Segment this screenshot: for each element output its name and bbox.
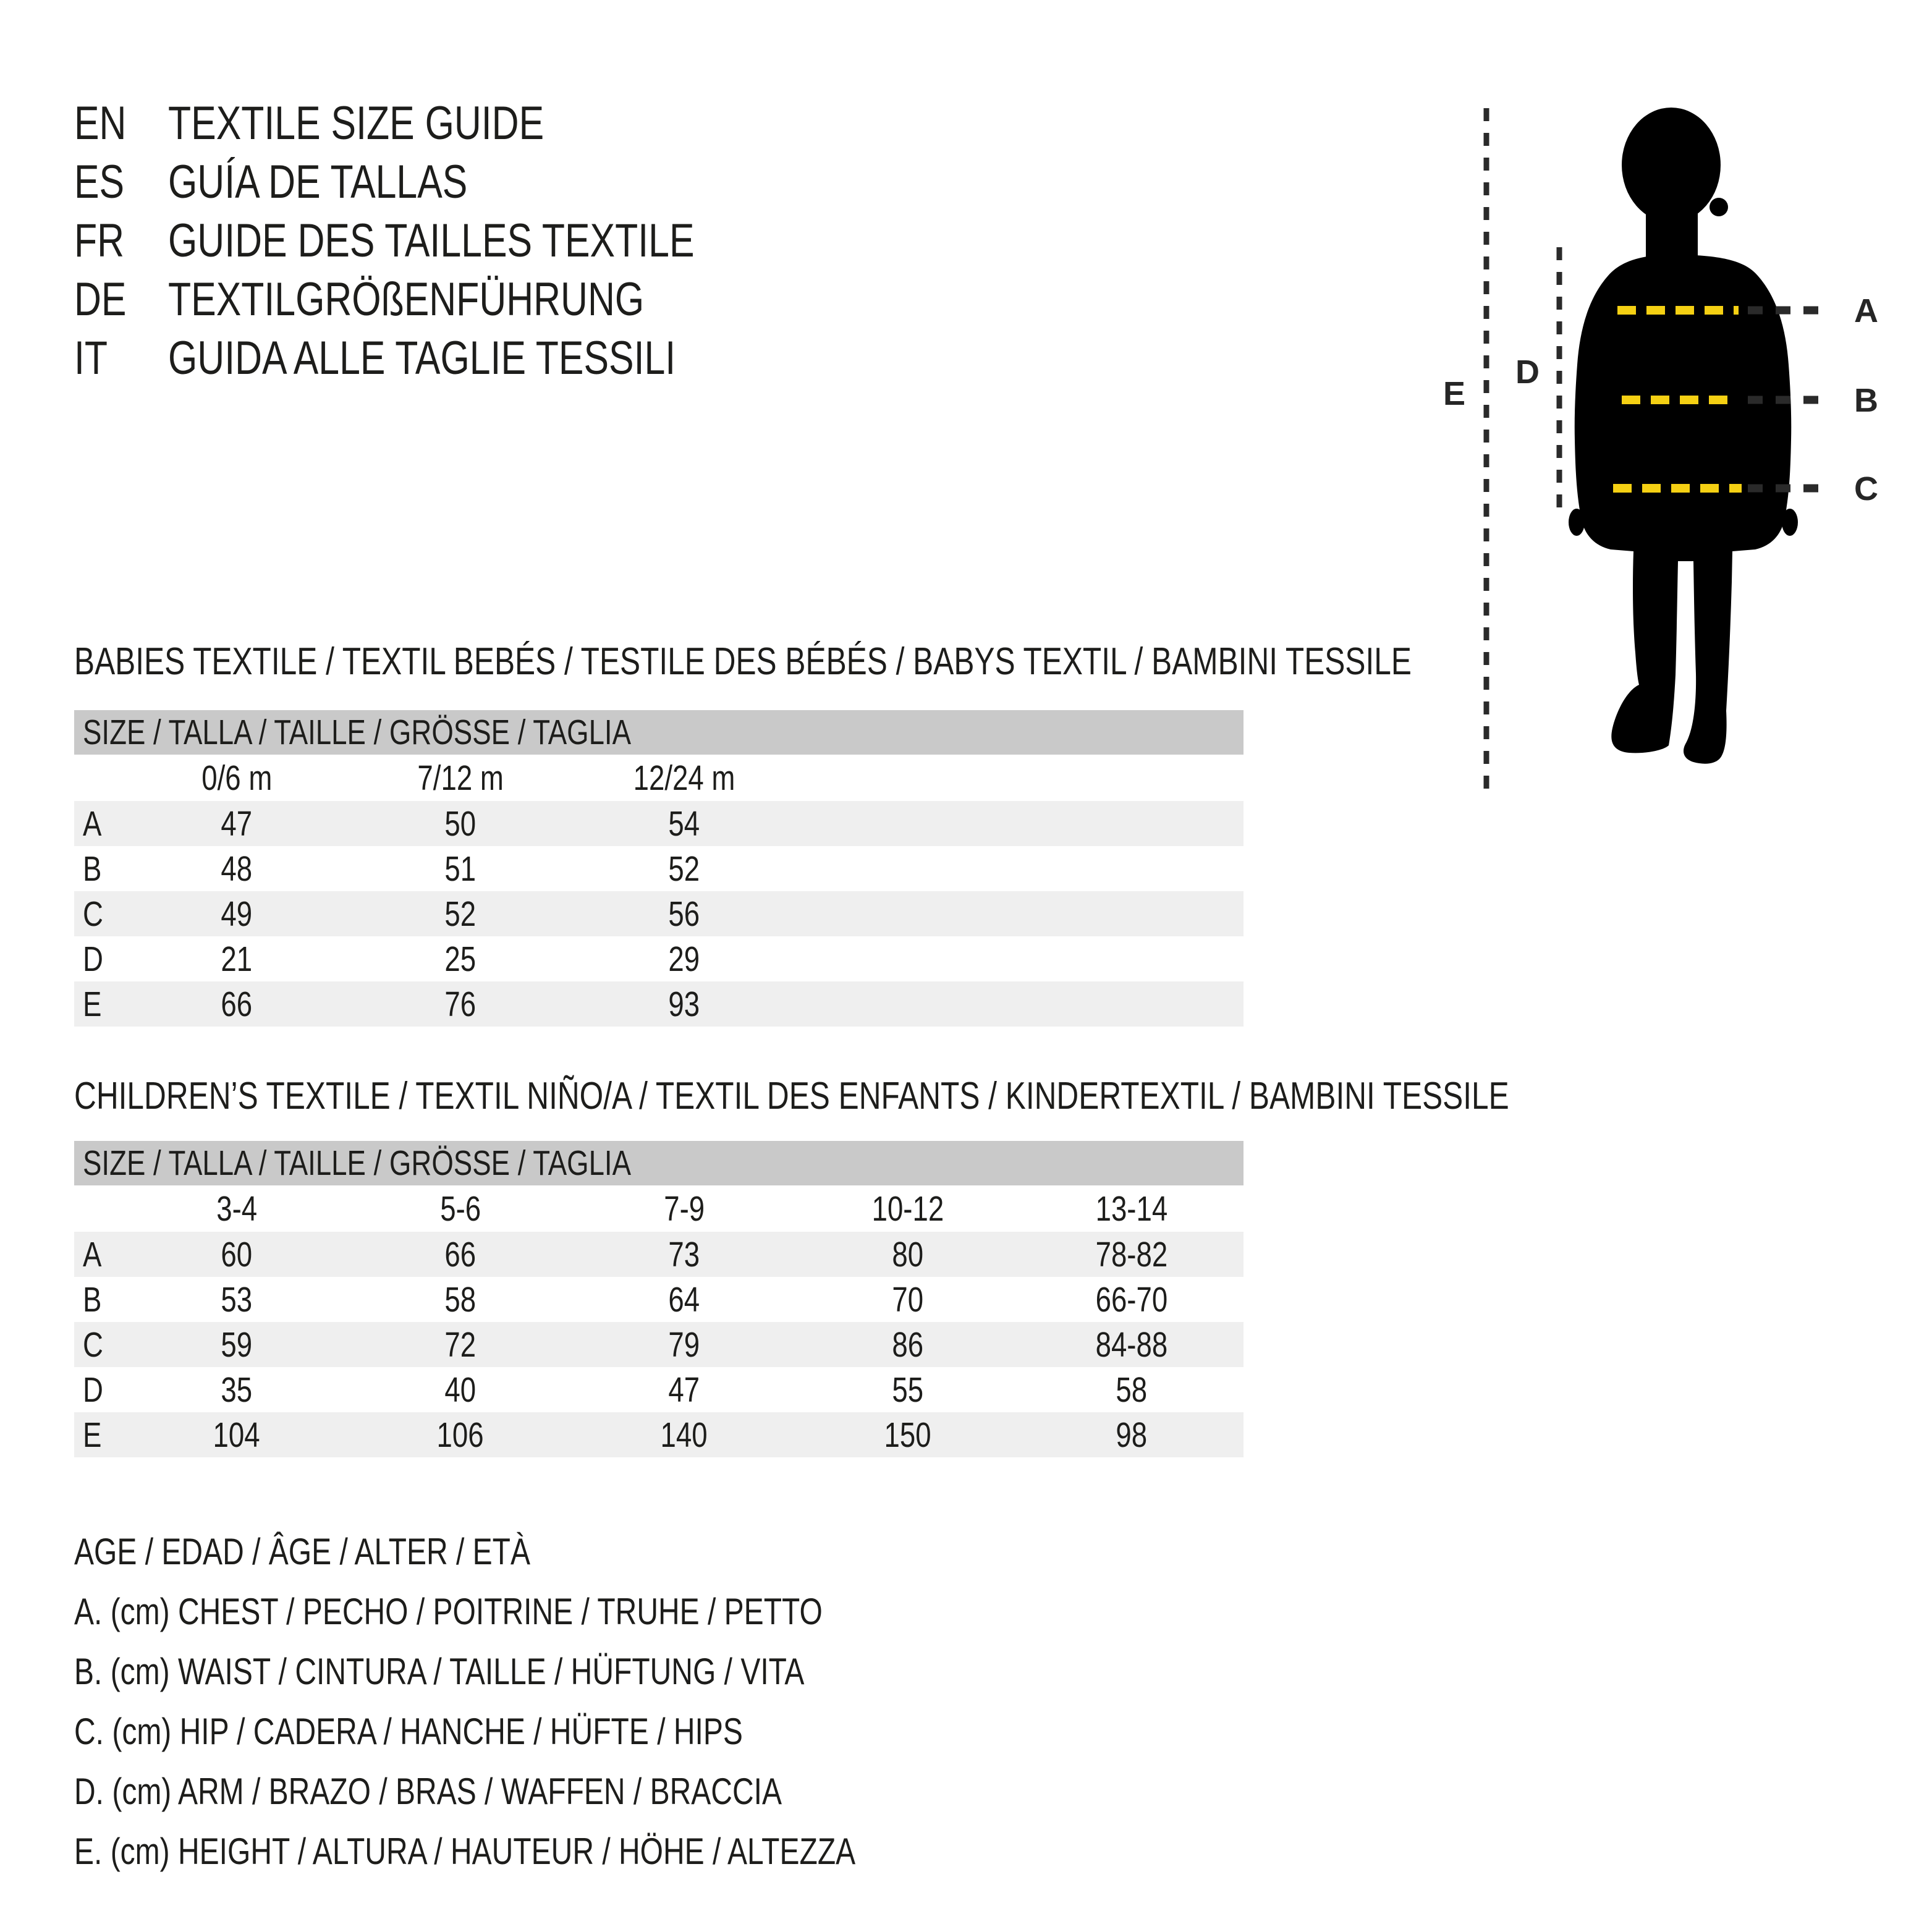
table-row <box>74 801 1244 846</box>
column-header: 12/24 m <box>633 758 735 798</box>
lang-title: TEXTILE SIZE GUIDE <box>168 97 544 150</box>
height-label: E <box>1443 375 1466 412</box>
legend-line-age: AGE / EDAD / ÂGE / ALTER / ETÀ <box>74 1531 530 1572</box>
cell-value: 56 <box>668 894 700 934</box>
lang-code: IT <box>74 332 108 384</box>
column-header: 10-12 <box>871 1188 944 1229</box>
cell-value: 35 <box>221 1370 253 1410</box>
cell-value: 49 <box>221 894 253 934</box>
babies-size-header-bar <box>74 710 1244 755</box>
cell-value: 50 <box>444 803 477 844</box>
children-size-table <box>74 1141 1244 1457</box>
row-label: D <box>83 1370 103 1410</box>
size-header-label: SIZE / TALLA / TAILLE / GRÖSSE / TAGLIA <box>83 713 632 752</box>
cell-value: 47 <box>668 1370 700 1410</box>
cell-value: 40 <box>444 1370 477 1410</box>
cell-value: 98 <box>1116 1415 1148 1455</box>
cell-value: 80 <box>892 1234 924 1274</box>
babies-section-title: BABIES TEXTILE / TEXTIL BEBÉS / TESTILE DES BÉBÉS / BABYS TEXTIL / BAMBINI TESSILE <box>74 640 1412 683</box>
cell-value: 140 <box>660 1415 708 1455</box>
legend-line-arm: D. (cm) ARM / BRAZO / BRAS / WAFFEN / BRACCIA <box>74 1771 782 1812</box>
cell-value: 59 <box>221 1324 253 1365</box>
measurement-legend <box>74 1522 1051 1881</box>
cell-value: 73 <box>668 1234 700 1274</box>
cell-value: 150 <box>884 1415 932 1455</box>
cell-value: 55 <box>892 1370 924 1410</box>
cell-value: 29 <box>668 939 700 979</box>
children-section-title: CHILDREN’S TEXTILE / TEXTIL NIÑO/A / TEXTIL DES ENFANTS / KINDERTEXTIL / BAMBINI TESSILE <box>74 1075 1509 1117</box>
table-row <box>74 891 1244 936</box>
column-header: 3-4 <box>216 1188 257 1229</box>
column-header: 7/12 m <box>417 758 504 798</box>
legend-line-chest: A. (cm) CHEST / PECHO / POITRINE / TRUHE / PETTO <box>74 1591 823 1632</box>
waist-label: B <box>1854 382 1878 419</box>
row-label: C <box>83 894 103 934</box>
cell-value: 53 <box>221 1279 253 1320</box>
chest-label: A <box>1854 292 1878 329</box>
lang-title: GUIDE DES TAILLES TEXTILE <box>168 214 695 267</box>
cell-value: 48 <box>221 849 253 889</box>
lang-row-it <box>74 329 826 388</box>
table-row <box>74 1232 1244 1277</box>
cell-value: 66 <box>221 984 253 1024</box>
measurement-figure <box>1421 93 1932 803</box>
silhouette-neck <box>1646 185 1698 260</box>
silhouette-ear <box>1710 198 1728 216</box>
lang-row-es <box>74 153 826 211</box>
row-label: E <box>83 984 102 1024</box>
hip-label: C <box>1854 470 1878 507</box>
legend-line-waist: B. (cm) WAIST / CINTURA / TAILLE / HÜFTUNG / VITA <box>74 1651 805 1692</box>
table-row <box>74 1322 1244 1367</box>
babies-size-table <box>74 710 1244 1027</box>
column-header: 13-14 <box>1095 1188 1168 1229</box>
column-header: 7-9 <box>664 1188 705 1229</box>
row-label: B <box>83 1279 102 1320</box>
lang-title: TEXTILGRÖßENFÜHRUNG <box>168 273 645 326</box>
cell-value: 84-88 <box>1095 1324 1168 1365</box>
table-row <box>74 981 1244 1027</box>
row-label: A <box>83 803 102 844</box>
lang-row-de <box>74 270 826 329</box>
cell-value: 104 <box>213 1415 261 1455</box>
cell-value: 52 <box>668 849 700 889</box>
table-row <box>74 936 1244 981</box>
lang-code: EN <box>74 97 127 150</box>
silhouette-body <box>1575 255 1792 764</box>
row-label: D <box>83 939 103 979</box>
cell-value: 60 <box>221 1234 253 1274</box>
lang-code: DE <box>74 273 127 326</box>
column-header: 0/6 m <box>201 758 273 798</box>
cell-value: 52 <box>444 894 477 934</box>
cell-value: 76 <box>444 984 477 1024</box>
table-row <box>74 846 1244 891</box>
cell-value: 47 <box>221 803 253 844</box>
lang-code: ES <box>74 156 125 208</box>
children-column-headers <box>74 1185 1244 1232</box>
babies-column-headers <box>74 755 1244 801</box>
cell-value: 79 <box>668 1324 700 1365</box>
cell-value: 72 <box>444 1324 477 1365</box>
cell-value: 93 <box>668 984 700 1024</box>
silhouette-right-hand <box>1782 509 1798 536</box>
row-label: A <box>83 1234 102 1274</box>
cell-value: 78-82 <box>1095 1234 1168 1274</box>
cell-value: 21 <box>221 939 253 979</box>
row-label: B <box>83 849 102 889</box>
lang-row-fr <box>74 211 826 270</box>
cell-value: 25 <box>444 939 477 979</box>
children-size-header-bar <box>74 1141 1244 1185</box>
lang-title: GUÍA DE TALLAS <box>168 156 468 208</box>
cell-value: 66 <box>444 1234 477 1274</box>
column-header: 5-6 <box>440 1188 481 1229</box>
cell-value: 58 <box>1116 1370 1148 1410</box>
cell-value: 51 <box>444 849 477 889</box>
cell-value: 64 <box>668 1279 700 1320</box>
cell-value: 70 <box>892 1279 924 1320</box>
lang-code: FR <box>74 214 125 267</box>
cell-value: 66-70 <box>1095 1279 1168 1320</box>
language-title-block <box>74 94 826 388</box>
legend-line-height: E. (cm) HEIGHT / ALTURA / HAUTEUR / HÖHE / ALTEZZA <box>74 1831 856 1872</box>
cell-value: 86 <box>892 1324 924 1365</box>
size-header-label: SIZE / TALLA / TAILLE / GRÖSSE / TAGLIA <box>83 1143 632 1183</box>
cell-value: 106 <box>436 1415 485 1455</box>
cell-value: 58 <box>444 1279 477 1320</box>
cell-value: 54 <box>668 803 700 844</box>
legend-line-hip: C. (cm) HIP / CADERA / HANCHE / HÜFTE / HIPS <box>74 1711 743 1752</box>
lang-row-en <box>74 94 826 153</box>
silhouette-left-hand <box>1569 509 1585 536</box>
lang-title: GUIDA ALLE TAGLIE TESSILI <box>168 332 676 384</box>
row-label: C <box>83 1324 103 1365</box>
table-row <box>74 1277 1244 1322</box>
arm-label: D <box>1515 354 1540 391</box>
table-row <box>74 1412 1244 1457</box>
table-row <box>74 1367 1244 1412</box>
row-label: E <box>83 1415 102 1455</box>
